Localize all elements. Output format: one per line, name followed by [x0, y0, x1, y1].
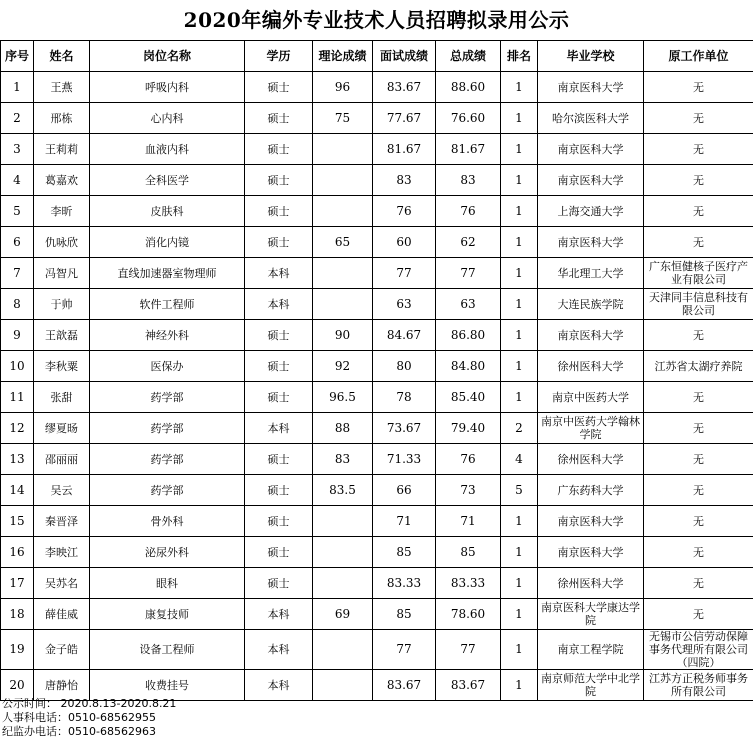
cell-degree: 本科	[245, 289, 313, 320]
cell-rank: 1	[501, 670, 538, 701]
cell-theory-score: 83.5	[313, 475, 373, 506]
hr-phone: 人事科电话：0510-68562955	[2, 711, 156, 724]
cell-name: 李映江	[34, 537, 90, 568]
cell-degree: 硕士	[245, 537, 313, 568]
cell-rank: 1	[501, 227, 538, 258]
page-title: 2020年编外专业技术人员招聘拟录用公示	[183, 8, 570, 32]
table-row	[1, 599, 753, 630]
cell-former-employer: 无	[644, 72, 753, 103]
cell-degree: 硕士	[245, 506, 313, 537]
cell-total-score: 79.40	[436, 413, 501, 444]
cell-school: 南京中医药大学	[538, 382, 644, 413]
cell-name: 于帅	[34, 289, 90, 320]
cell-total-score: 77	[436, 630, 501, 670]
cell-former-employer: 江苏省太湖疗养院	[644, 351, 753, 382]
header-col-interview-score: 面试成绩	[373, 41, 436, 72]
cell-theory-score: 65	[313, 227, 373, 258]
cell-school: 徐州医科大学	[538, 444, 644, 475]
cell-index: 7	[1, 258, 34, 289]
cell-theory-score	[313, 670, 373, 701]
cell-theory-score: 83	[313, 444, 373, 475]
cell-index: 16	[1, 537, 34, 568]
cell-name: 王燕	[34, 72, 90, 103]
cell-degree: 硕士	[245, 134, 313, 165]
cell-interview-score: 83.67	[373, 72, 436, 103]
table-row	[1, 670, 753, 701]
table-row	[1, 506, 753, 537]
cell-former-employer: 无	[644, 134, 753, 165]
cell-degree: 硕士	[245, 196, 313, 227]
table-row	[1, 289, 753, 320]
cell-rank: 1	[501, 320, 538, 351]
supervision-phone: 纪监办电话：0510-68562963	[2, 725, 156, 738]
cell-theory-score	[313, 568, 373, 599]
cell-interview-score: 81.67	[373, 134, 436, 165]
cell-former-employer: 无	[644, 568, 753, 599]
cell-total-score: 85.40	[436, 382, 501, 413]
cell-rank: 1	[501, 289, 538, 320]
table-row	[1, 351, 753, 382]
cell-rank: 1	[501, 382, 538, 413]
cell-index: 19	[1, 630, 34, 670]
cell-position: 医保办	[90, 351, 245, 382]
header-col-name: 姓名	[34, 41, 90, 72]
cell-position: 血液内科	[90, 134, 245, 165]
cell-school: 哈尔滨医科大学	[538, 103, 644, 134]
table-row	[1, 475, 753, 506]
table-row	[1, 72, 753, 103]
cell-rank: 1	[501, 599, 538, 630]
cell-rank: 1	[501, 258, 538, 289]
table-body	[1, 72, 753, 701]
cell-school: 南京中医药大学翰林学院	[538, 413, 644, 444]
cell-index: 3	[1, 134, 34, 165]
cell-rank: 1	[501, 630, 538, 670]
cell-name: 薛佳威	[34, 599, 90, 630]
cell-interview-score: 71.33	[373, 444, 436, 475]
cell-theory-score	[313, 134, 373, 165]
cell-index: 13	[1, 444, 34, 475]
cell-theory-score	[313, 289, 373, 320]
cell-school: 南京师范大学中北学院	[538, 670, 644, 701]
cell-total-score: 88.60	[436, 72, 501, 103]
cell-interview-score: 80	[373, 351, 436, 382]
cell-index: 17	[1, 568, 34, 599]
cell-school: 广东药科大学	[538, 475, 644, 506]
cell-degree: 硕士	[245, 475, 313, 506]
cell-index: 2	[1, 103, 34, 134]
cell-theory-score	[313, 258, 373, 289]
cell-position: 药学部	[90, 413, 245, 444]
cell-rank: 1	[501, 351, 538, 382]
cell-theory-score: 96.5	[313, 382, 373, 413]
cell-school: 大连民族学院	[538, 289, 644, 320]
cell-name: 吴云	[34, 475, 90, 506]
table-row	[1, 630, 753, 670]
header-col-index: 序号	[1, 41, 34, 72]
cell-position: 设备工程师	[90, 630, 245, 670]
cell-total-score: 85	[436, 537, 501, 568]
cell-name: 张甜	[34, 382, 90, 413]
cell-interview-score: 66	[373, 475, 436, 506]
cell-name: 唐静怡	[34, 670, 90, 701]
notice-period: 公示时间： 2020.8.13-2020.8.21	[2, 697, 177, 710]
cell-theory-score	[313, 537, 373, 568]
cell-interview-score: 63	[373, 289, 436, 320]
cell-degree: 硕士	[245, 320, 313, 351]
cell-position: 收费挂号	[90, 670, 245, 701]
cell-index: 1	[1, 72, 34, 103]
cell-total-score: 71	[436, 506, 501, 537]
cell-position: 全科医学	[90, 165, 245, 196]
cell-index: 5	[1, 196, 34, 227]
table-row	[1, 196, 753, 227]
cell-theory-score: 69	[313, 599, 373, 630]
results-table	[0, 40, 753, 701]
cell-total-score: 81.67	[436, 134, 501, 165]
cell-index: 9	[1, 320, 34, 351]
cell-index: 4	[1, 165, 34, 196]
cell-total-score: 83.67	[436, 670, 501, 701]
cell-former-employer: 无	[644, 506, 753, 537]
cell-school: 南京医科大学	[538, 165, 644, 196]
cell-total-score: 86.80	[436, 320, 501, 351]
cell-school: 徐州医科大学	[538, 568, 644, 599]
cell-position: 眼科	[90, 568, 245, 599]
cell-degree: 硕士	[245, 444, 313, 475]
cell-name: 金子皓	[34, 630, 90, 670]
cell-interview-score: 85	[373, 599, 436, 630]
cell-rank: 1	[501, 537, 538, 568]
cell-former-employer: 无锡市公信劳动保障事务代理所有限公司（四院）	[644, 630, 753, 670]
cell-total-score: 76.60	[436, 103, 501, 134]
cell-total-score: 76	[436, 196, 501, 227]
cell-name: 王歆磊	[34, 320, 90, 351]
header-col-school: 毕业学校	[538, 41, 644, 72]
table-row	[1, 444, 753, 475]
cell-interview-score: 77	[373, 258, 436, 289]
cell-index: 20	[1, 670, 34, 701]
cell-theory-score	[313, 506, 373, 537]
cell-name: 邢栋	[34, 103, 90, 134]
cell-school: 南京医科大学	[538, 134, 644, 165]
cell-interview-score: 76	[373, 196, 436, 227]
cell-degree: 硕士	[245, 382, 313, 413]
header-col-rank: 排名	[501, 41, 538, 72]
cell-index: 12	[1, 413, 34, 444]
cell-position: 骨外科	[90, 506, 245, 537]
cell-former-employer: 无	[644, 196, 753, 227]
cell-rank: 1	[501, 196, 538, 227]
cell-school: 南京工程学院	[538, 630, 644, 670]
cell-name: 秦晋泽	[34, 506, 90, 537]
table-row	[1, 103, 753, 134]
cell-former-employer: 无	[644, 599, 753, 630]
cell-index: 18	[1, 599, 34, 630]
cell-theory-score: 92	[313, 351, 373, 382]
header-col-degree: 学历	[245, 41, 313, 72]
cell-school: 南京医科大学	[538, 320, 644, 351]
cell-index: 14	[1, 475, 34, 506]
cell-rank: 1	[501, 165, 538, 196]
cell-former-employer: 无	[644, 103, 753, 134]
cell-degree: 硕士	[245, 103, 313, 134]
cell-position: 直线加速器室物理师	[90, 258, 245, 289]
cell-theory-score: 75	[313, 103, 373, 134]
table-row	[1, 258, 753, 289]
cell-index: 8	[1, 289, 34, 320]
cell-total-score: 63	[436, 289, 501, 320]
cell-former-employer: 广东恒健核子医疗产业有限公司	[644, 258, 753, 289]
cell-rank: 1	[501, 568, 538, 599]
cell-interview-score: 84.67	[373, 320, 436, 351]
cell-rank: 1	[501, 103, 538, 134]
cell-former-employer: 天津同丰信息科技有限公司	[644, 289, 753, 320]
cell-school: 南京医科大学	[538, 506, 644, 537]
cell-name: 葛嘉欢	[34, 165, 90, 196]
table-row	[1, 568, 753, 599]
cell-former-employer: 无	[644, 227, 753, 258]
cell-index: 15	[1, 506, 34, 537]
footer-notes	[2, 697, 176, 739]
table-header-row	[1, 41, 753, 72]
cell-interview-score: 73.67	[373, 413, 436, 444]
cell-total-score: 78.60	[436, 599, 501, 630]
cell-degree: 本科	[245, 670, 313, 701]
table-row	[1, 537, 753, 568]
cell-rank: 2	[501, 413, 538, 444]
cell-degree: 本科	[245, 258, 313, 289]
table-row	[1, 134, 753, 165]
cell-name: 冯智凡	[34, 258, 90, 289]
cell-theory-score: 96	[313, 72, 373, 103]
cell-school: 南京医科大学	[538, 537, 644, 568]
cell-former-employer: 无	[644, 165, 753, 196]
cell-position: 药学部	[90, 475, 245, 506]
cell-former-employer: 无	[644, 475, 753, 506]
cell-former-employer: 无	[644, 413, 753, 444]
cell-degree: 本科	[245, 413, 313, 444]
cell-name: 仇咏欣	[34, 227, 90, 258]
cell-name: 李昕	[34, 196, 90, 227]
cell-interview-score: 83.33	[373, 568, 436, 599]
cell-total-score: 76	[436, 444, 501, 475]
header-col-total-score: 总成绩	[436, 41, 501, 72]
table-row	[1, 382, 753, 413]
cell-school: 华北理工大学	[538, 258, 644, 289]
cell-school: 南京医科大学	[538, 72, 644, 103]
cell-name: 李秋粟	[34, 351, 90, 382]
cell-theory-score	[313, 630, 373, 670]
cell-former-employer: 无	[644, 320, 753, 351]
cell-interview-score: 85	[373, 537, 436, 568]
cell-index: 6	[1, 227, 34, 258]
cell-position: 软件工程师	[90, 289, 245, 320]
cell-interview-score: 83.67	[373, 670, 436, 701]
cell-former-employer: 无	[644, 537, 753, 568]
cell-interview-score: 77.67	[373, 103, 436, 134]
header-col-theory-score: 理论成绩	[313, 41, 373, 72]
cell-position: 康复技师	[90, 599, 245, 630]
cell-interview-score: 83	[373, 165, 436, 196]
cell-school: 上海交通大学	[538, 196, 644, 227]
cell-theory-score: 90	[313, 320, 373, 351]
cell-rank: 1	[501, 134, 538, 165]
cell-interview-score: 71	[373, 506, 436, 537]
header-col-former-employer: 原工作单位	[644, 41, 753, 72]
cell-rank: 1	[501, 72, 538, 103]
cell-degree: 本科	[245, 630, 313, 670]
cell-total-score: 62	[436, 227, 501, 258]
cell-name: 吴苏名	[34, 568, 90, 599]
cell-total-score: 73	[436, 475, 501, 506]
cell-name: 邵丽丽	[34, 444, 90, 475]
cell-position: 心内科	[90, 103, 245, 134]
cell-former-employer: 江苏方正税务师事务所有限公司	[644, 670, 753, 701]
cell-interview-score: 77	[373, 630, 436, 670]
cell-theory-score: 88	[313, 413, 373, 444]
cell-index: 10	[1, 351, 34, 382]
cell-former-employer: 无	[644, 382, 753, 413]
cell-position: 消化内镜	[90, 227, 245, 258]
cell-former-employer: 无	[644, 444, 753, 475]
cell-position: 泌尿外科	[90, 537, 245, 568]
cell-position: 药学部	[90, 382, 245, 413]
cell-index: 11	[1, 382, 34, 413]
table-row	[1, 227, 753, 258]
table-row	[1, 320, 753, 351]
cell-degree: 硕士	[245, 351, 313, 382]
cell-school: 南京医科大学	[538, 227, 644, 258]
cell-name: 缪夏旸	[34, 413, 90, 444]
cell-degree: 硕士	[245, 568, 313, 599]
cell-total-score: 83	[436, 165, 501, 196]
cell-position: 药学部	[90, 444, 245, 475]
header-col-position: 岗位名称	[90, 41, 245, 72]
cell-school: 南京医科大学康达学院	[538, 599, 644, 630]
cell-total-score: 77	[436, 258, 501, 289]
cell-school: 徐州医科大学	[538, 351, 644, 382]
cell-position: 神经外科	[90, 320, 245, 351]
cell-degree: 本科	[245, 599, 313, 630]
cell-interview-score: 60	[373, 227, 436, 258]
cell-theory-score	[313, 165, 373, 196]
cell-name: 王莉莉	[34, 134, 90, 165]
cell-position: 呼吸内科	[90, 72, 245, 103]
cell-rank: 4	[501, 444, 538, 475]
cell-rank: 1	[501, 506, 538, 537]
cell-total-score: 84.80	[436, 351, 501, 382]
cell-total-score: 83.33	[436, 568, 501, 599]
cell-degree: 硕士	[245, 165, 313, 196]
table-row	[1, 413, 753, 444]
cell-interview-score: 78	[373, 382, 436, 413]
cell-position: 皮肤科	[90, 196, 245, 227]
table-row	[1, 165, 753, 196]
cell-rank: 5	[501, 475, 538, 506]
cell-degree: 硕士	[245, 72, 313, 103]
cell-degree: 硕士	[245, 227, 313, 258]
cell-theory-score	[313, 196, 373, 227]
